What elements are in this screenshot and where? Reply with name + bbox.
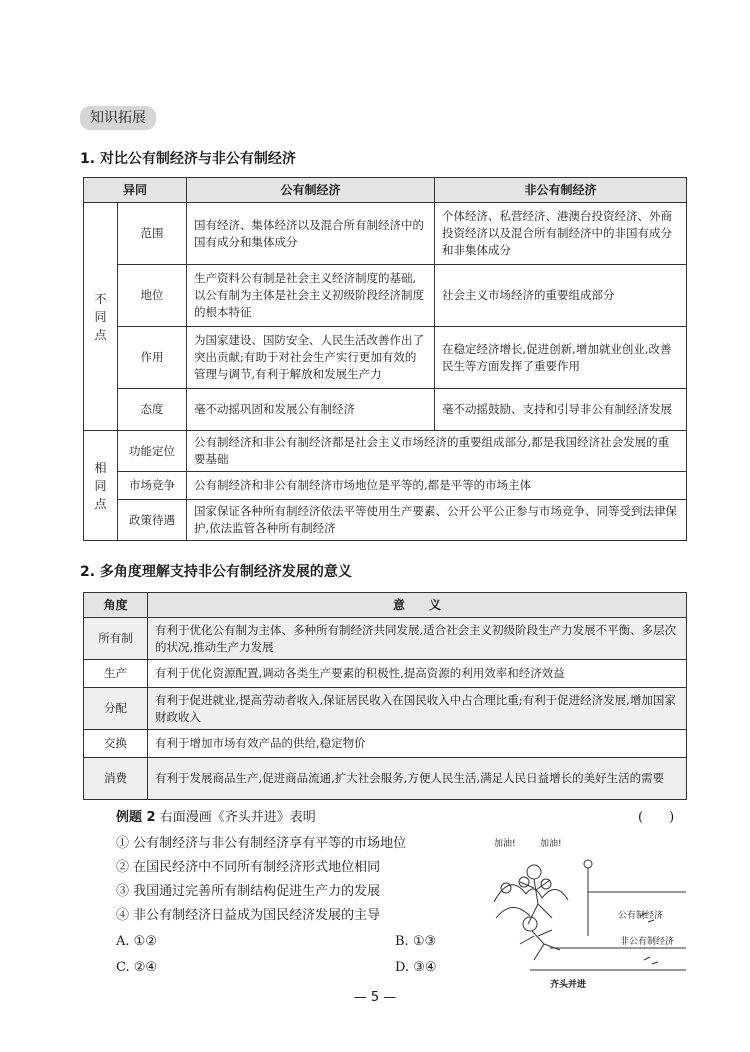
statement-1: ① 公有制经济与非公有制经济享有平等的市场地位 bbox=[116, 836, 407, 851]
angle-cell: 生产 bbox=[84, 660, 148, 688]
nonpublic-cell: 在稳定经济增长,促进创新,增加就业创业,改善民生等方面发挥了重要作用 bbox=[435, 327, 687, 389]
statement-4: ④ 非公有制经济日益成为国民经济发展的主导 bbox=[116, 908, 381, 923]
option-a[interactable]: A. ①② bbox=[116, 934, 157, 949]
aspect-cell: 范围 bbox=[118, 203, 187, 265]
statement-3: ③ 我国通过完善所有制结构促进生产力的发展 bbox=[116, 884, 381, 899]
same-cell: 公有制经济和非公有制经济市场地位是平等的,都是平等的市场主体 bbox=[187, 472, 687, 500]
header-angle: 角度 bbox=[84, 593, 148, 618]
aspect-cell: 地位 bbox=[118, 265, 187, 327]
aspect-cell: 市场竞争 bbox=[118, 472, 187, 500]
runner-head bbox=[527, 865, 541, 879]
same-cell: 国家保证各种所有制经济依法平等使用生产要素、公开公平公正参与市场竞争、同等受到法律保护,依法监管各种所有制经济 bbox=[187, 500, 687, 541]
option-b[interactable]: B. ①③ bbox=[395, 934, 437, 949]
answer-bracket: ( ) bbox=[638, 810, 675, 825]
aspect-cell: 态度 bbox=[118, 389, 187, 431]
aspect-cell: 作用 bbox=[118, 327, 187, 389]
option-c[interactable]: C. ②④ bbox=[116, 960, 158, 975]
significance-table bbox=[83, 592, 687, 800]
public-cell: 毫不动摇巩固和发展公有制经济 bbox=[187, 389, 435, 431]
page-number: — 5 — bbox=[353, 990, 397, 1005]
cheer-text-1: 加油! bbox=[494, 839, 516, 849]
meaning-cell: 有利于发展商品生产,促进商品流通,扩大社会服务,方便人民生活,满足人民日益增长的美好生活的需要 bbox=[148, 758, 687, 800]
meaning-cell: 有利于增加市场有效产品的供给,稳定物价 bbox=[148, 730, 687, 758]
header-meaning: 意 义 bbox=[148, 593, 687, 618]
header-public: 公有制经济 bbox=[187, 178, 435, 203]
statement-2: ② 在国民经济中不同所有制经济形式地位相同 bbox=[116, 860, 381, 875]
angle-cell: 消费 bbox=[84, 758, 148, 800]
angle-cell: 所有制 bbox=[84, 618, 148, 660]
meaning-cell: 有利于促进就业,提高劳动者收入,保证居民收入在国民收入中占合理比重;有利于促进经济发展,增加国家财政收入 bbox=[148, 688, 687, 730]
section1-title: 1. 对比公有制经济与非公有制经济 bbox=[80, 151, 296, 167]
finish-pole-top bbox=[584, 860, 592, 868]
cheer-text-2: 加油! bbox=[540, 839, 562, 849]
public-cell: 为国家建设、国防安全、人民生活改善作出了突出贡献;有助于对社会生产实行更加有效的管理与调节,有利于解放和发展生产力 bbox=[187, 327, 435, 389]
example-stem: 右面漫画《齐头并进》表明 bbox=[159, 810, 316, 825]
public-cell: 国有经济、集体经济以及混合所有制经济中的国有成分和集体成分 bbox=[187, 203, 435, 265]
cartoon-drawing bbox=[490, 832, 688, 992]
example-question bbox=[116, 806, 316, 830]
header-nonpublic: 非公有制经济 bbox=[435, 178, 687, 203]
comparison-table bbox=[83, 177, 687, 541]
spectator-head bbox=[501, 883, 511, 893]
cartoon-illustration bbox=[490, 832, 688, 992]
example-label: 例题 2 bbox=[116, 810, 156, 825]
angle-cell: 分配 bbox=[84, 688, 148, 730]
meaning-cell: 有利于优化资源配置,调动各类生产要素的积极性,提高资源的利用效率和经济效益 bbox=[148, 660, 687, 688]
crowd-outline bbox=[496, 907, 530, 918]
public-cell: 生产资料公有制是社会主义经济制度的基础,以公有制为主体是社会主义初级阶段经济制度的根本特征 bbox=[187, 265, 435, 327]
nonpublic-cell: 毫不动摇鼓励、支持和引导非公有制经济发展 bbox=[435, 389, 687, 431]
section2-title: 2. 多角度理解支持非公有制经济发展的意义 bbox=[80, 564, 352, 580]
nonpublic-cell: 个体经济、私营经济、港澳台投资经济、外商投资经济以及混合所有制经济中的非国有成分和非集体成分 bbox=[435, 203, 687, 265]
aspect-cell: 功能定位 bbox=[118, 431, 187, 472]
label-public: 公有制经济 bbox=[618, 911, 664, 921]
runner-one-body bbox=[520, 879, 552, 924]
meaning-cell: 有利于优化公有制为主体、多种所有制经济共同发展,适合社会主义初级阶段生产力发展不平衡、多层次的状况,推动生产力发展 bbox=[148, 618, 687, 660]
diff-group-label: 不 同 点 bbox=[84, 203, 118, 431]
label-nonpublic: 非公有制经济 bbox=[620, 937, 675, 947]
same-cell: 公有制经济和非公有制经济都是社会主义市场经济的重要组成部分,都是我国经济社会发展的重要基础 bbox=[187, 431, 687, 472]
angle-cell: 交换 bbox=[84, 730, 148, 758]
same-group-label: 相 同 点 bbox=[84, 431, 118, 541]
option-d[interactable]: D. ③④ bbox=[395, 960, 437, 975]
cartoon-caption: 齐头并进 bbox=[550, 980, 587, 990]
aspect-cell: 政策待遇 bbox=[118, 500, 187, 541]
nonpublic-cell: 社会主义市场经济的重要组成部分 bbox=[435, 265, 687, 327]
section-tag: 知识拓展 bbox=[80, 106, 156, 130]
runner-two-body bbox=[520, 930, 560, 960]
header-diff: 异同 bbox=[84, 178, 187, 203]
